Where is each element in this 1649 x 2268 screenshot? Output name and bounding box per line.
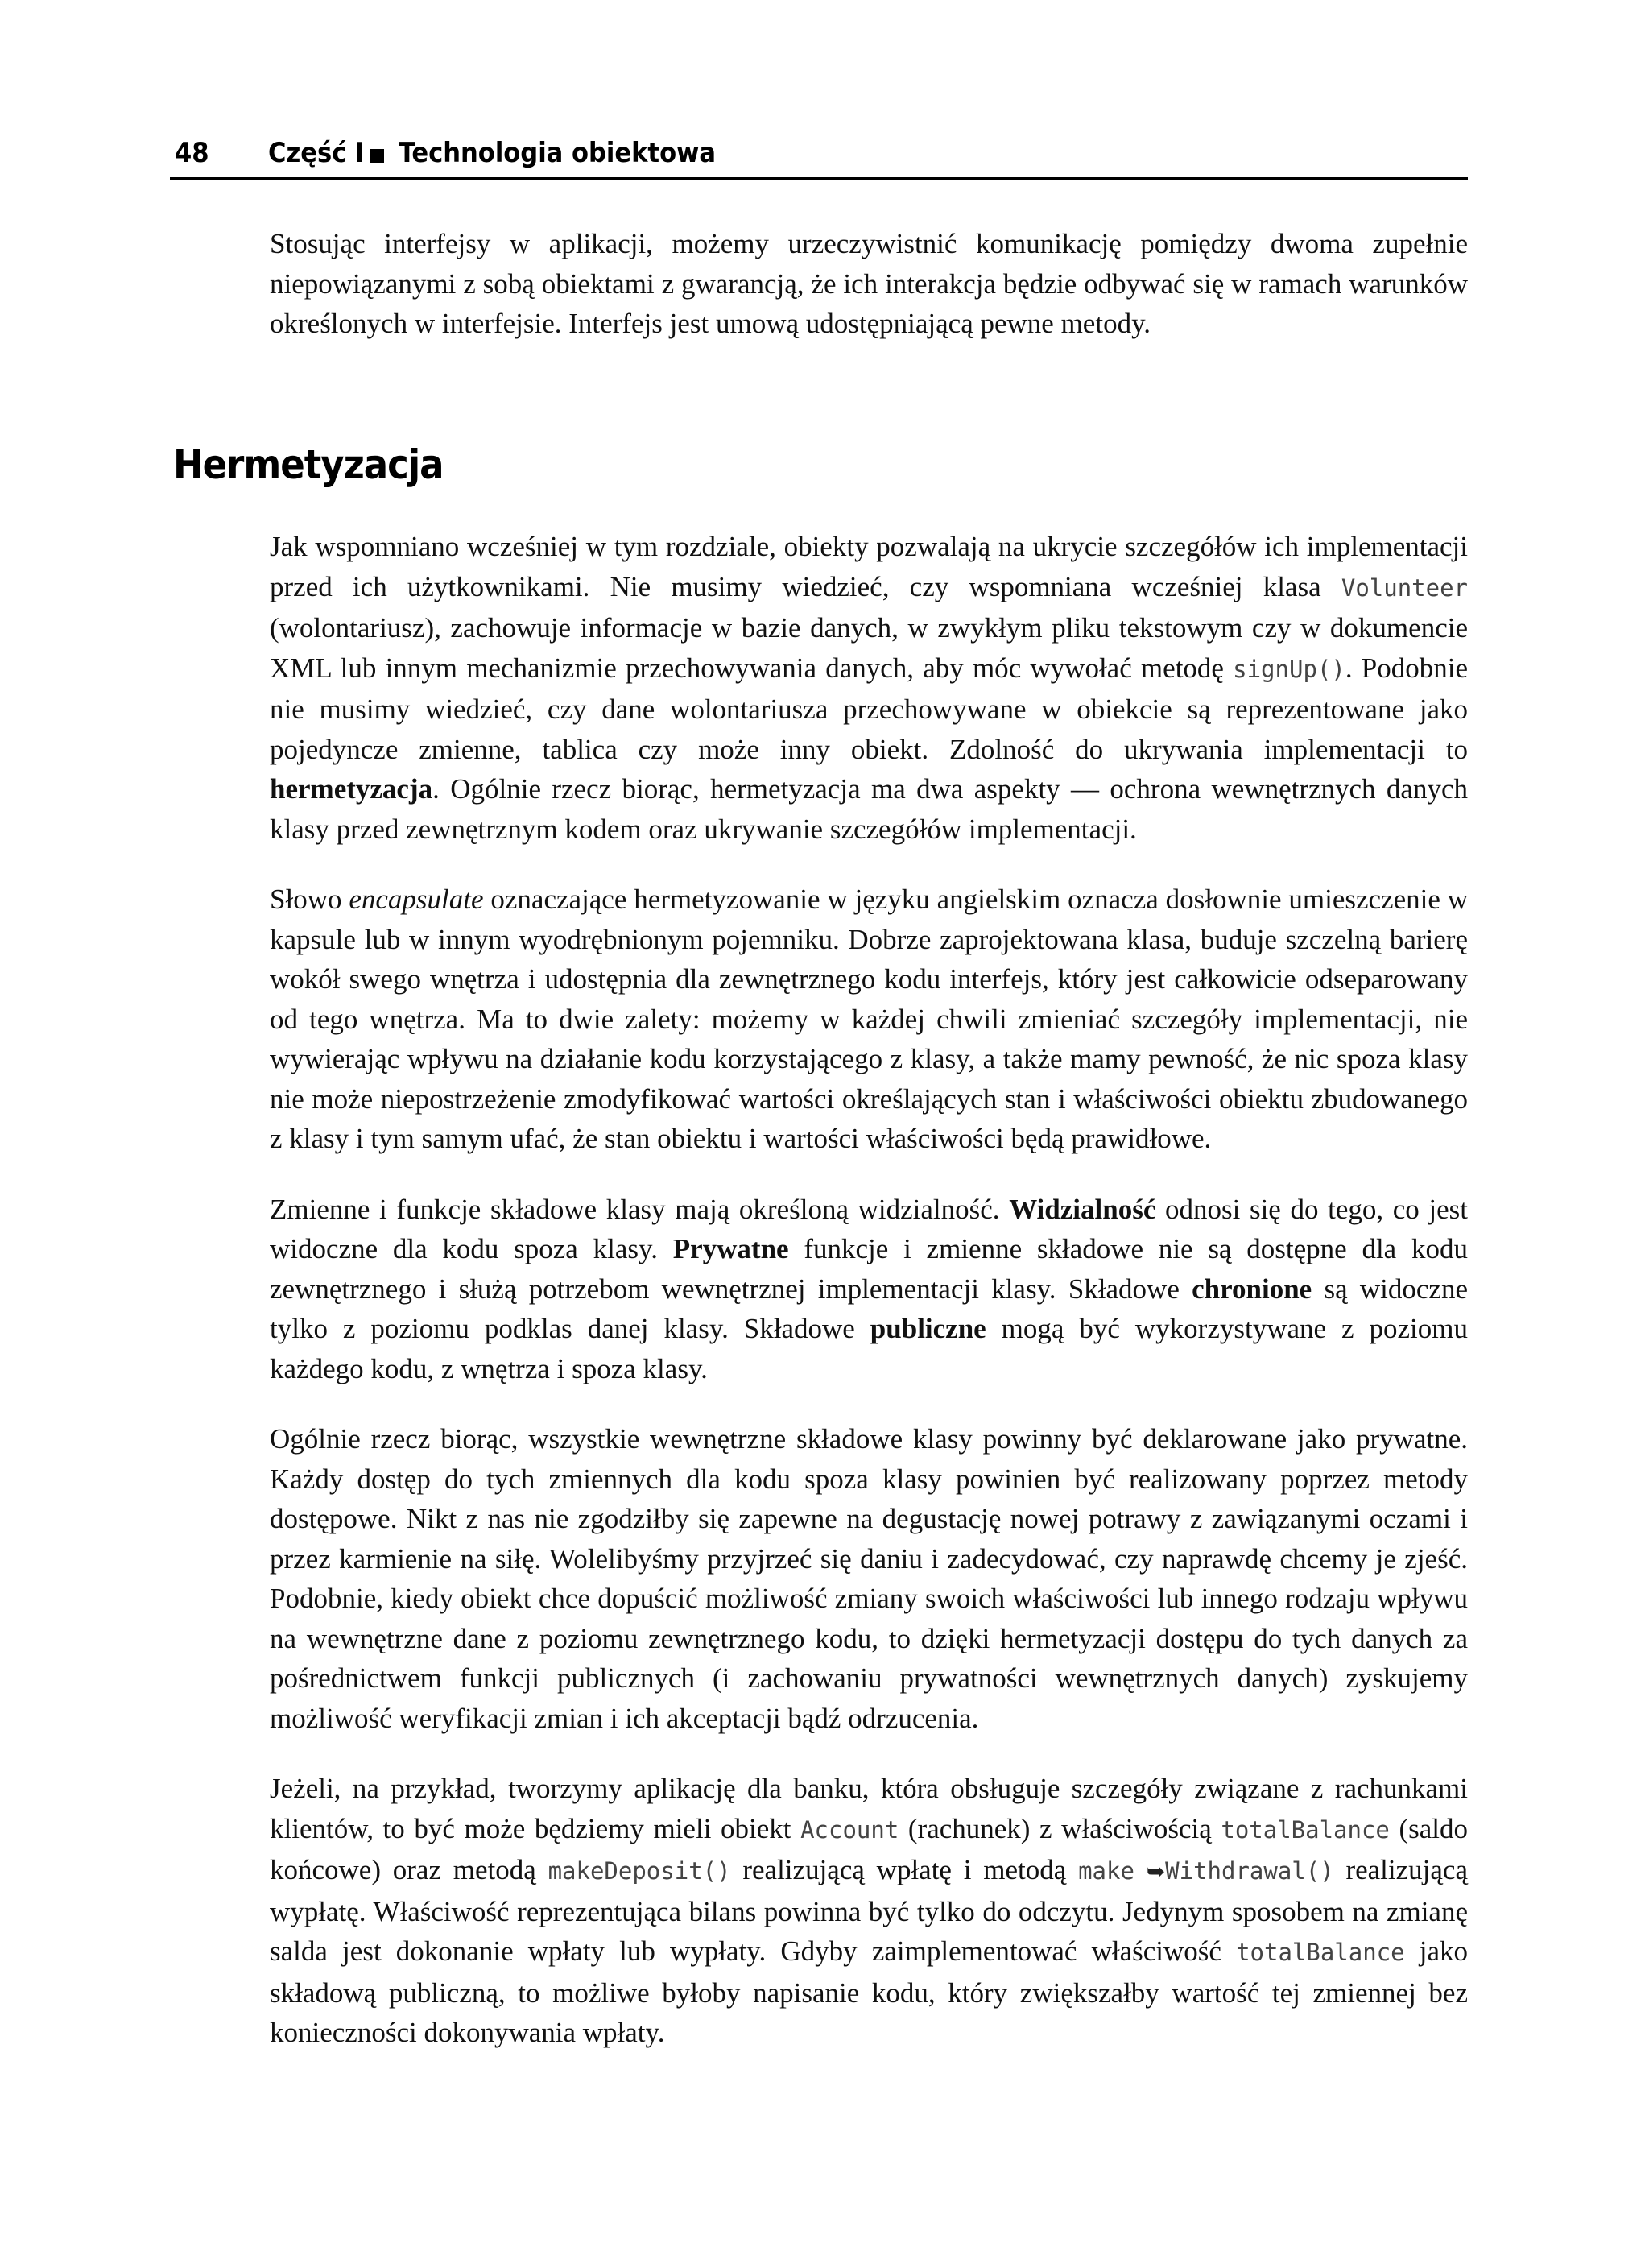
square-bullet-icon [370,149,384,163]
continuation-arrow-icon: ➥ [1146,1858,1166,1885]
chapter-title: Technologia obiektowa [399,137,716,169]
page-number: 48 [175,137,209,169]
term-hermetyzacja: hermetyzacja [270,773,433,805]
term-widzialnosc: Widzialność [1009,1193,1156,1225]
term-prywatne: Prywatne [672,1233,789,1264]
code-totalbalance-2: totalBalance [1236,1939,1405,1966]
code-make: make [1078,1857,1134,1885]
paragraph-3: Zmienne i funkcje składowe klasy mają określoną widzialność. Widzialność odnosi się do tego, co jest widoczne dla kodu spoza klasy. Prywatne funkcje i zmienne składowe nie są dostępne dla kodu zewnętrznego i służą potrzebom wewnętrznej implementacji klasy. Składowe chronione są widoczne tylko z poziomu podklas danej klasy. Składowe publiczne mogą być wykorzystywane z poziomu każdego kodu, z wnętrza i spoza klasy. [270,1193,1469,1384]
running-header [170,135,1468,180]
intro-paragraph: Stosując interfejsy w aplikacji, możemy urzeczywistnić komunikację pomiędzy dwoma zupełnie niepowiązanymi z sobą obiektami z gwarancją, że ich interakcja będzie odbywać się w ramach warunków określonych w interfejsie. Interfejs jest umową udostępniającą pewne metody. [270,228,1468,339]
code-makedeposit: makeDeposit() [548,1857,731,1885]
section-heading: Hermetyzacja [173,441,444,488]
term-chronione: chronione [1192,1273,1312,1305]
paragraph-2: Słowo encapsulate oznaczające hermetyzowanie w języku angielskim oznacza dosłownie umieszczenie w kapsule lub w innym wyodrębnionym pojemniku. Dobrze zaprojektowana klasa, buduje szczelną barierę wokół swego wnętrza i udostępnia dla zewnętrznego kodu interfejs, który jest całkowicie odseparowany od tego wnętrza. Ma to dwie zalety: możemy w każdej chwili zmieniać szczegóły implementacji, nie wywierając wpływu na działanie kodu korzystającego z klasy, a także mamy pewność, że nic spoza klasy nie może niepostrzeżenie zmodyfikować wartości określających stan i właściwości obiektu zbudowanego z klasy i tym samym ufać, że stan obiektu i wartości właściwości będą prawidłowe. [270,884,1468,1154]
paragraph-1: Jak wspomniano wcześniej w tym rozdziale, obiekty pozwalają na ukrycie szczegółów ich implementacji przed ich użytkownikami. Nie musimy wiedzieć, czy wspomniana wcześniej klasa Volunteer (wolontariusz), zachowuje informacje w bazie danych, w zwykłym pliku tekstowym czy w dokumencie XML lub innym mechanizmie przechowywania danych, aby móc wywołać metodę signUp(). Podobnie nie musimy wiedzieć, czy dane wolontariusza przechowywane w obiekcie są reprezentowane jako pojedyncze zmienne, tablica czy może inny obiekt. Zdolność do ukrywania implementacji to hermetyzacja. Ogólnie rzecz biorąc, hermetyzacja ma dwa aspekty — ochrona wewnętrznych danych klasy przed zewnętrznym kodem oraz ukrywanie szczegółów implementacji. [270,531,1468,845]
part-label: Część I [268,137,365,169]
code-totalbalance: totalBalance [1221,1815,1390,1844]
code-volunteer: Volunteer [1341,573,1468,602]
section-body [270,527,1468,2084]
term-encapsulate: encapsulate [349,884,484,915]
code-signup: signUp() [1233,655,1345,683]
paragraph-4: Ogólnie rzecz biorąc, wszystkie wewnętrzne składowe klasy powinny być deklarowane jako prywatne. Każdy dostęp do tych zmiennych dla kodu spoza klasy powinien być realizowany poprzez metody dostępowe. Nikt z nas nie zgodziłby się zapewne na degustację nowej potrawy z zawiązanymi oczami i przez karmienie na siłę. Wolelibyśmy przyjrzeć się daniu i zadecydować, czy naprawdę chcemy je zjeść. Podobnie, kiedy obiekt chce dopuścić możliwość zmiany swoich właściwości lub innego rodzaju wpływu na wewnętrzne dane z poziomu zewnętrznego kodu, to dzięki hermetyzacji dostępu do tych danych za pośrednictwem funkcji publicznych (i zachowaniu prywatności wewnętrznych danych) zyskujemy możliwość weryfikacji zmian i ich akceptacji bądź odrzucenia. [270,1423,1468,1734]
intro-paragraph-block [270,224,1468,344]
code-withdrawal: Withdrawal() [1165,1857,1334,1885]
term-publiczne: publiczne [870,1313,986,1344]
paragraph-5: Jeżeli, na przykład, tworzymy aplikację dla banku, która obsługuje szczegóły związane z rachunkami klientów, to być może będziemy mieli obiekt Account (rachunek) z właściwością totalBalance (saldo końcowe) oraz metodą makeDeposit() realizującą wpłatę i metodą make ➥Withdrawal() realizującą wypłatę. Właściwość reprezentująca bilans powinna być tylko do odczytu. Jedynym sposobem na zmianę salda jest dokonanie wpłaty lub wypłaty. Gdyby zaimplementować właściwość totalBalance jako składową publiczną, to możliwe byłoby napisanie kodu, który zwiększałby wartość tej zmiennej bez konieczności dokonywania wpłaty. [270,1773,1468,2048]
code-account: Account [800,1815,899,1844]
